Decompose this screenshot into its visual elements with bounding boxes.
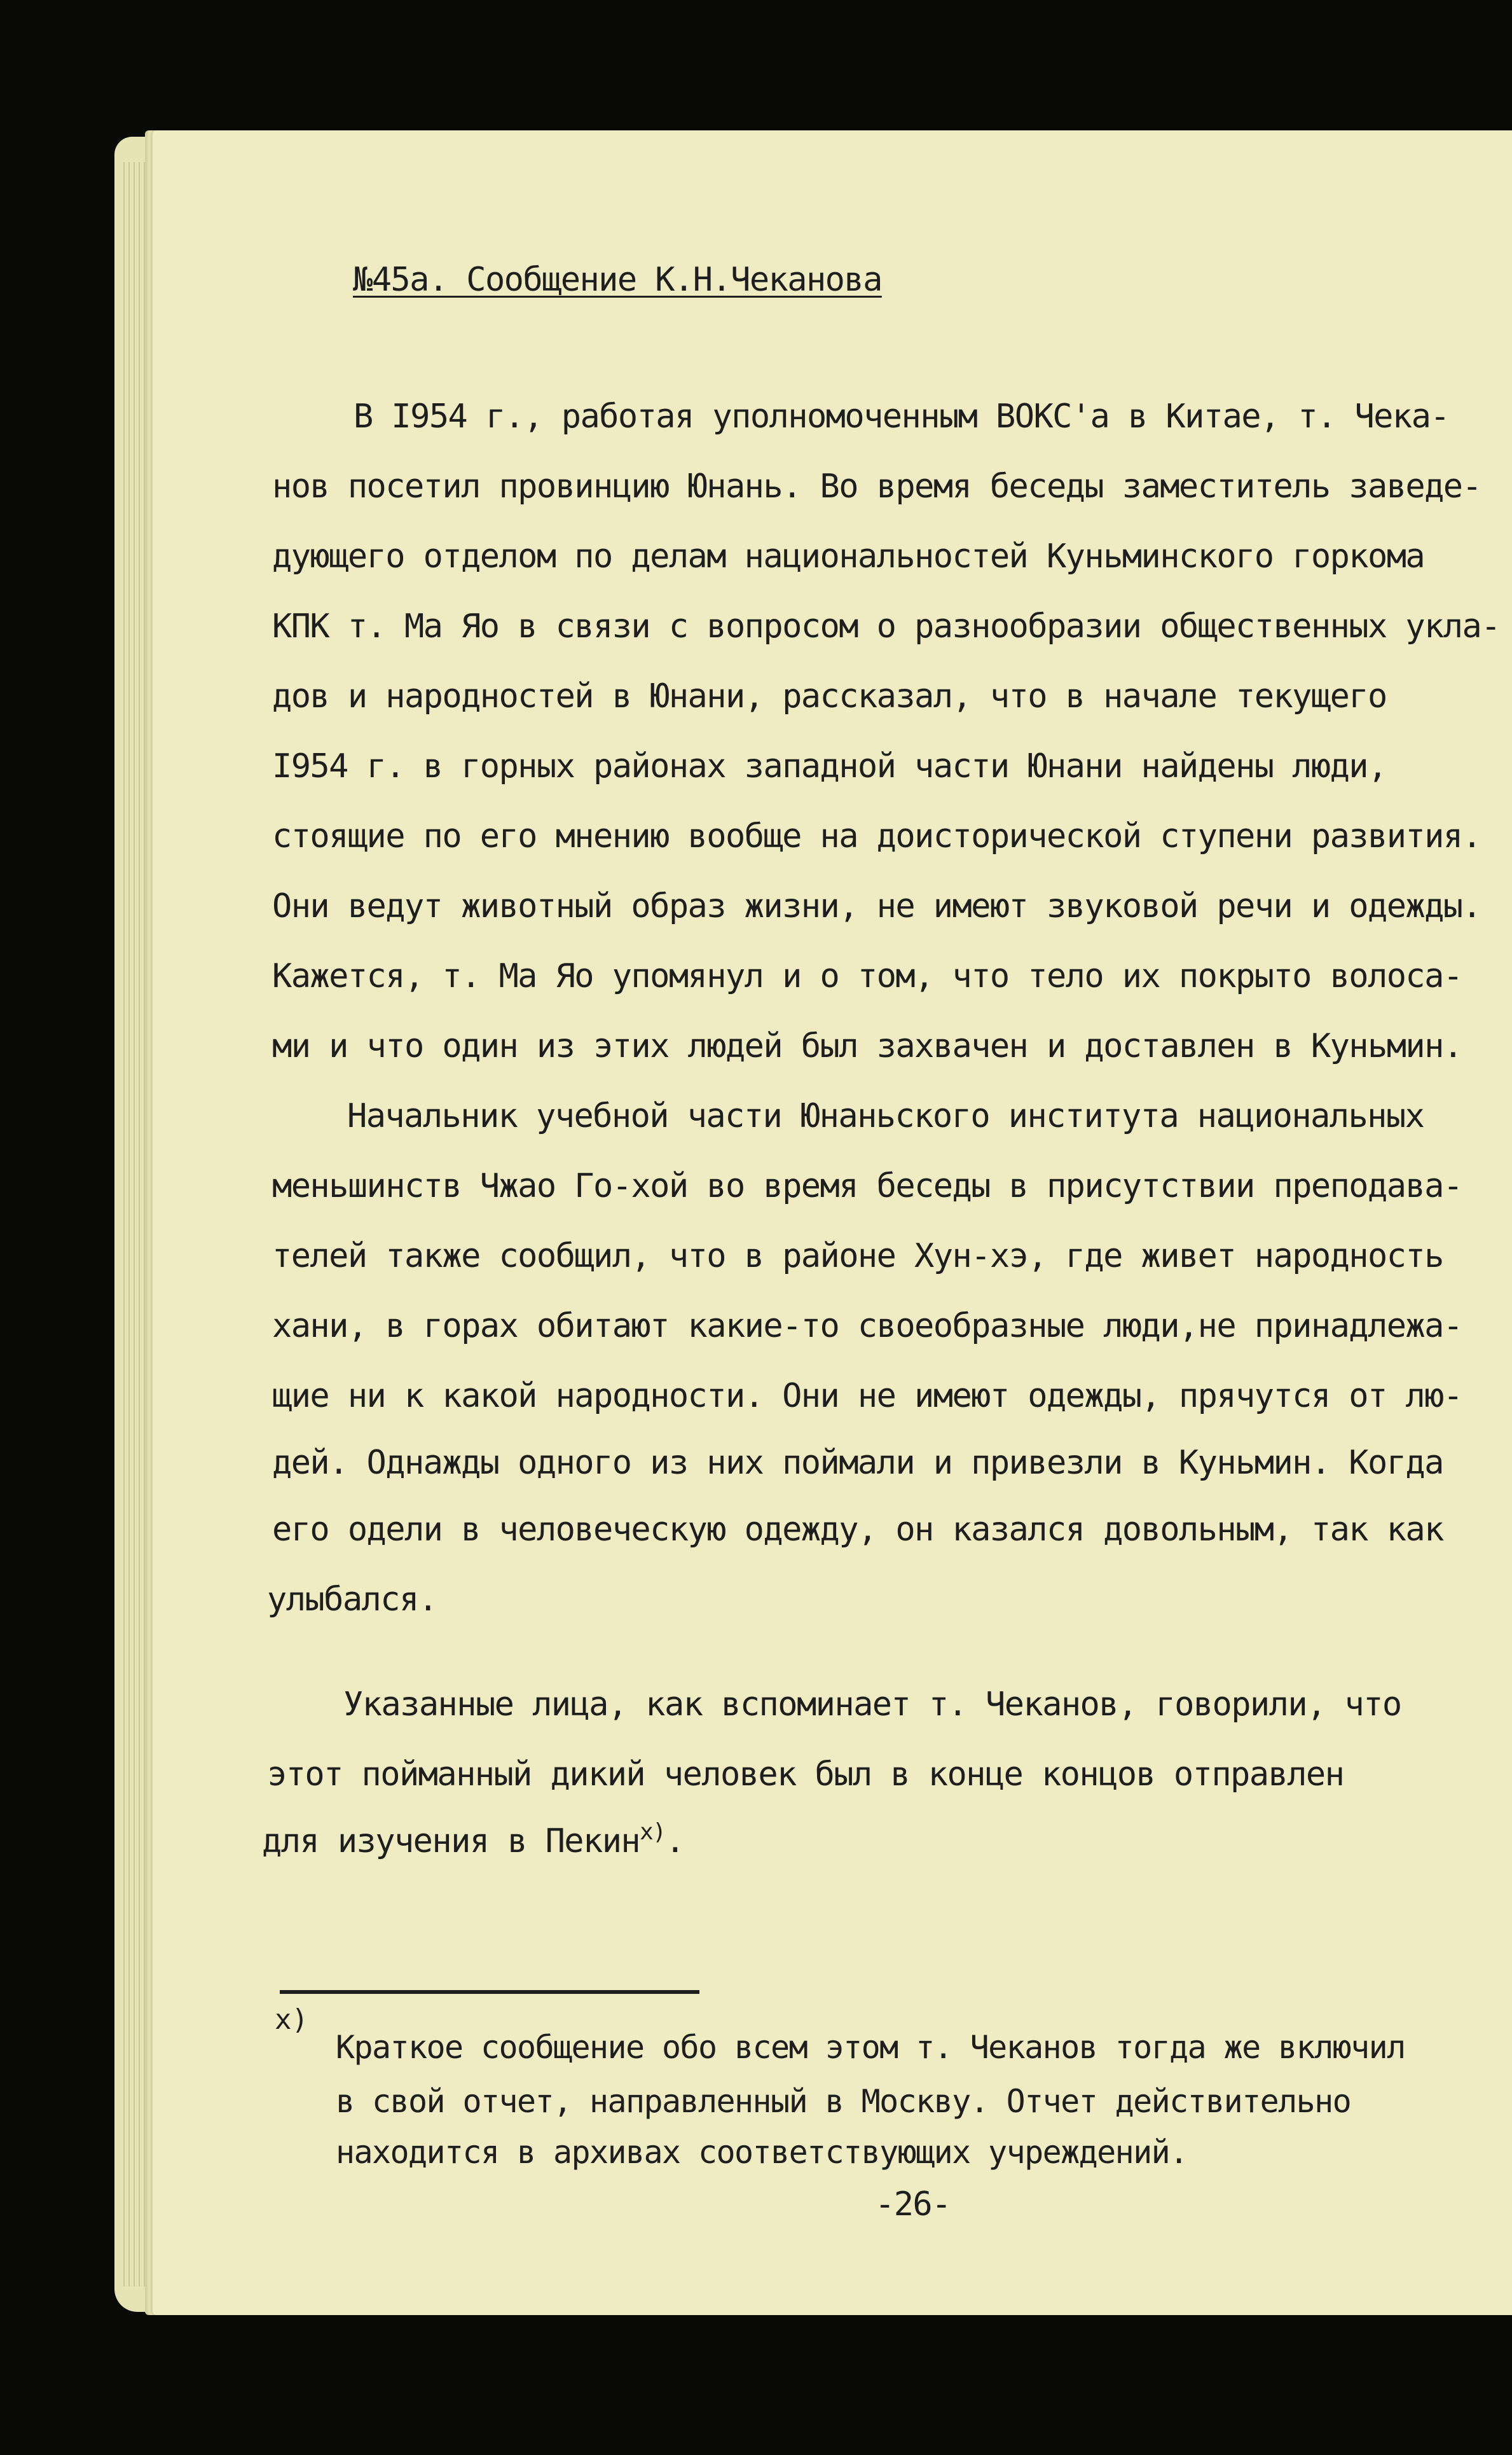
page-number: -26- [875, 2185, 951, 2223]
body-line: дов и народностей в Юнани, рассказал, что в начале текущего [272, 677, 1387, 716]
body-line: хани, в горах обитают какие-то своеобразные люди,не принадлежа- [272, 1307, 1462, 1345]
body-line: I954 г. в горных районах западной части Юнани найдены люди, [272, 747, 1387, 785]
body-line: ми и что один из этих людей был захвачен и доставлен в Куньмин. [272, 1027, 1462, 1065]
footnote-marker: x) [275, 2003, 308, 2036]
body-line: этот пойманный дикий человек был в конце концов отправлен [267, 1755, 1344, 1794]
body-line: Кажется, т. Ма Яо упомянул и о том, что тело их покрыто волоса- [272, 957, 1462, 995]
body-line: меньшинств Чжао Го-хой во время беседы в присутствии преподава- [272, 1167, 1462, 1205]
body-line: Указанные лица, как вспоминает т. Чеканов, говорили, что [343, 1685, 1401, 1724]
footnote-divider [280, 1990, 699, 1994]
body-line: Они ведут животный образ жизни, не имеют звуковой речи и одежды. [272, 887, 1481, 925]
footnote-reference: x) [640, 1819, 666, 1845]
final-period: . [665, 1822, 685, 1860]
body-line: нов посетил провинцию Юнань. Во время беседы заместитель заведе- [272, 467, 1481, 506]
document-heading: №45а. Сообщение К.Н.Чеканова [353, 261, 882, 299]
body-line: его одели в человеческую одежду, он казался довольным, так как [272, 1511, 1443, 1549]
binding-mark [162, 2375, 181, 2455]
footnote-line: Краткое сообщение обо всем этом т. Чеканов тогда же включил [336, 2029, 1405, 2066]
body-line: улыбался. [267, 1580, 437, 1619]
body-line: щие ни к какой народности. Они не имеют одежды, прячутся от лю- [272, 1377, 1462, 1415]
body-line: телей также сообщил, что в районе Хун-хэ, где живет народность [272, 1237, 1443, 1275]
footnote-line: в свой отчет, направленный в Москву. Отчет действительно [336, 2083, 1351, 2120]
body-line: дей. Однажды одного из них поймали и привезли в Куньмин. Когда [272, 1444, 1443, 1482]
body-line: дующего отделом по делам национальностей Куньминского горкома [272, 537, 1425, 576]
document-page [153, 130, 1512, 2315]
footnote-line: находится в архивах соответствующих учреждений. [336, 2134, 1188, 2171]
body-line: Начальник учебной части Юнаньского института национальных [347, 1097, 1424, 1135]
body-line-final [262, 1819, 685, 1860]
body-line: КПК т. Ма Яо в связи с вопросом о разнообразии общественных укла- [272, 607, 1500, 646]
body-line: стоящие по его мнению вообще на доисторической ступени развития. [272, 817, 1481, 855]
final-line-text: для изучения в Пекин [262, 1822, 640, 1860]
body-line: В I954 г., работая уполномоченным ВОКС'а в Китае, т. Чека- [354, 398, 1449, 436]
